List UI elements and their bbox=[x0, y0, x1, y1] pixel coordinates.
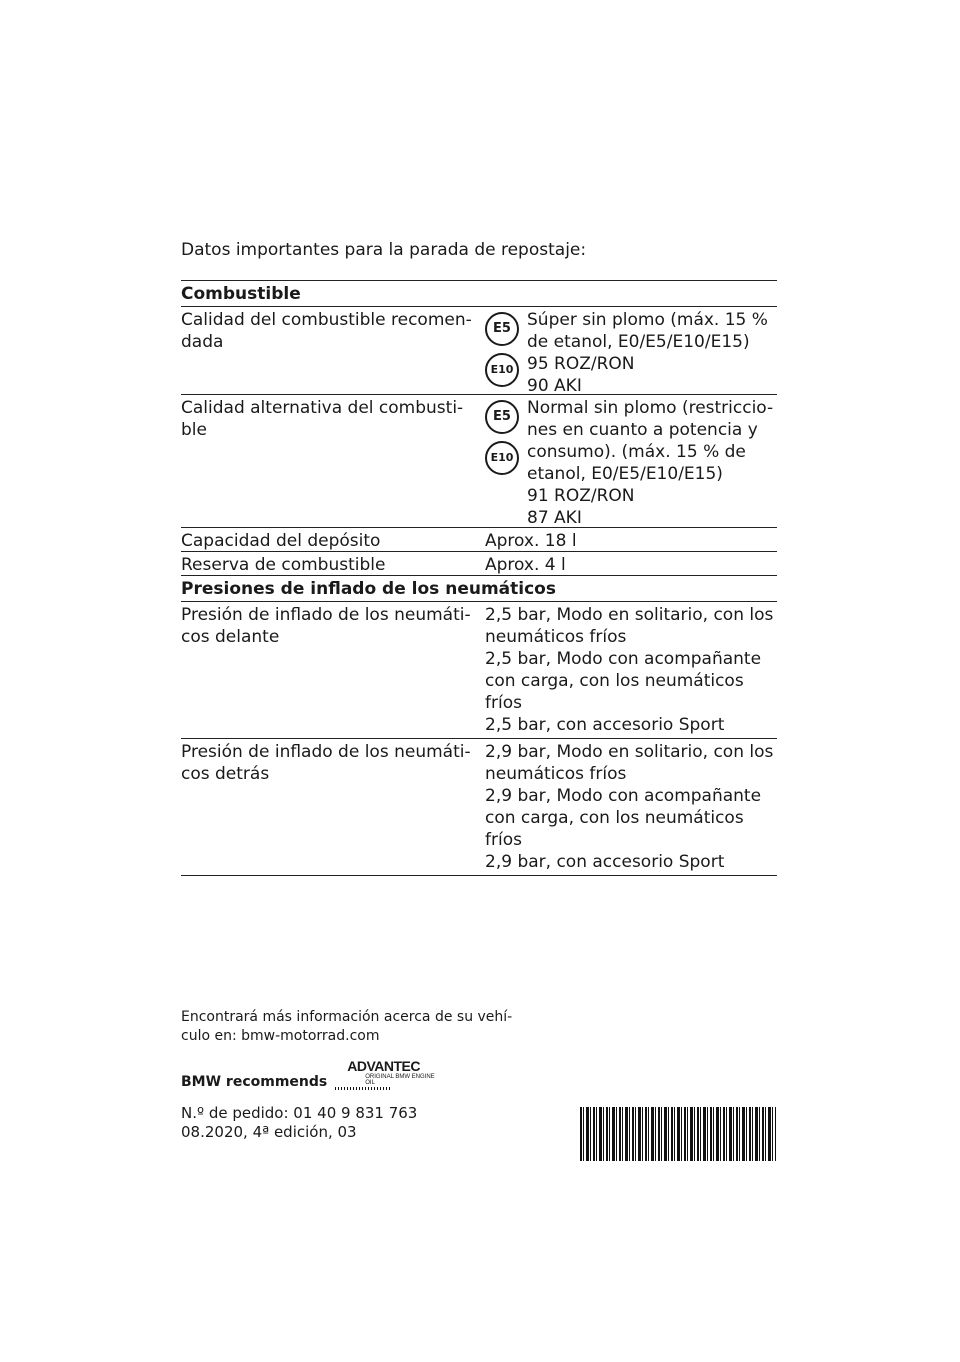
row-value: E5 E10 Normal sin plomo (restriccio- nes en cuanto a potencia y consumo). (máx. 15 % de etanol, E0/E5/E10/E15) 91 ROZ/RON 87 AKI bbox=[485, 397, 777, 527]
row-value: Aprox. 4 l bbox=[485, 555, 566, 575]
row-recommended-fuel bbox=[181, 306, 777, 394]
row-label: Presión de inflado de los neumáti- cos detrás bbox=[181, 742, 471, 784]
row-tank-capacity bbox=[181, 527, 777, 551]
e10-fuel-icon: E10 bbox=[485, 441, 519, 475]
barcode bbox=[580, 1107, 776, 1161]
row-rear-tire-pressure bbox=[181, 738, 777, 876]
row-front-tire-pressure bbox=[181, 601, 777, 738]
e5-fuel-icon: E5 bbox=[485, 312, 519, 346]
row-label: Reserva de combustible bbox=[181, 555, 386, 575]
order-info: N.º de pedido: 01 40 9 831 763 08.2020, 4ª edición, 03 bbox=[181, 1104, 418, 1141]
row-label: Calidad del combustible recomen- dada bbox=[181, 310, 472, 352]
logo-stripe bbox=[335, 1087, 391, 1090]
row-value: 2,5 bar, Modo en solitario, con los neumáticos fríos 2,5 bar, Modo con acompañante con carga, con los neumáticos fríos 2,5 bar, con accesorio Sport bbox=[485, 605, 774, 735]
e10-fuel-icon: E10 bbox=[485, 353, 519, 387]
advantec-logo: ADVANTEC ORIGINAL BMW ENGINE OIL bbox=[335, 1058, 445, 1090]
section-tire-title: Presiones de inflado de los neumáticos bbox=[181, 575, 777, 601]
intro-text: Datos importantes para la parada de repostaje: bbox=[181, 240, 587, 260]
row-label: Presión de inflado de los neumáti- cos delante bbox=[181, 605, 471, 647]
oil-recommendation bbox=[181, 1058, 445, 1090]
more-info-text: Encontrará más información acerca de su vehí- culo en: bmw-motorrad.com bbox=[181, 1009, 513, 1044]
row-alternative-fuel bbox=[181, 394, 777, 527]
row-value: 2,9 bar, Modo en solitario, con los neumáticos fríos 2,9 bar, Modo con acompañante con carga, con los neumáticos fríos 2,9 bar, con accesorio Sport bbox=[485, 742, 774, 872]
section-fuel-title: Combustible bbox=[181, 280, 777, 306]
row-value: E5 E10 Súper sin plomo (máx. 15 % de etanol, E0/E5/E10/E15) 95 ROZ/RON 90 AKI bbox=[485, 309, 777, 394]
specs-table bbox=[181, 280, 777, 876]
recommend-text: BMW recommends bbox=[181, 1074, 328, 1090]
e5-fuel-icon: E5 bbox=[485, 400, 519, 434]
row-label: Capacidad del depósito bbox=[181, 531, 381, 551]
row-fuel-reserve bbox=[181, 551, 777, 575]
row-value: Aprox. 18 l bbox=[485, 531, 577, 551]
row-label: Calidad alternativa del combusti- ble bbox=[181, 398, 464, 440]
